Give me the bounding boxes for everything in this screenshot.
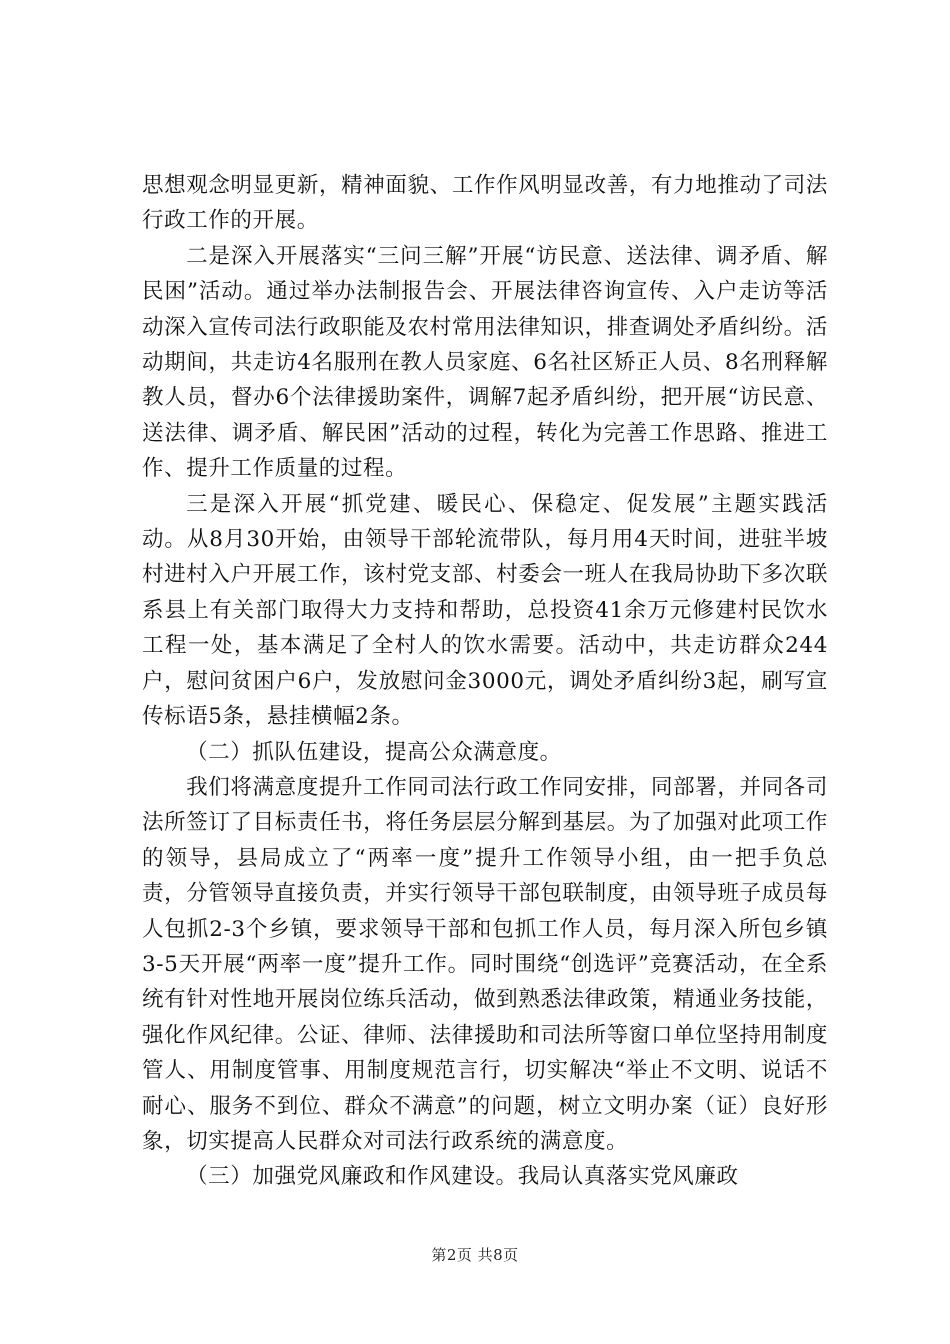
section-heading-two: （二）抓队伍建设，提高公众满意度。 bbox=[186, 739, 562, 765]
paragraph-item-two: 二是深入开展落实“三问三解”开展“访民意、送法律、调矛盾、解民困”活动。通过举办法制报告会、开展法律咨询宣传、入户走访等活动深入宣传司法行政职能及农村常用法律知识，排查调处矛盾纠纷。活动期间，共走访4名服刑在教人员家庭、6名社区矫正人员、8名刑释解教人员，督办6个法律援助案件，调解7起矛盾纠纷，把开展“访民意、送法律、调矛盾、解民困”活动的过程，转化为完善工作思路、推进工作、提升工作质量的过程。 bbox=[142, 243, 828, 482]
section-heading-three: （三）加强党风廉政和作风建设。我局认真落实党风廉政 bbox=[186, 1164, 739, 1190]
document-body bbox=[142, 168, 828, 1195]
paragraph-continuation: 思想观念明显更新，精神面貌、工作作风明显改善，有力地推动了司法行政工作的开展。 bbox=[142, 173, 828, 234]
page-number-footer: 第2页 共8页 bbox=[431, 1246, 519, 1264]
paragraph-satisfaction: 我们将满意度提升工作同司法行政工作同安排，同部署，并同各司法所签订了目标责任书，将任务层层分解到基层。为了加强对此项工作的领导，县局成立了“两率一度”提升工作领导小组，由一把手负总责，分管领导直接负责，并实行领导干部包联制度，由领导班子成员每人包抓2-3个乡镇，要求领导干部和包抓工作人员，每月深入所包乡镇3-5天开展“两率一度”提升工作。同时围绕“创选评”竞赛活动，在全系统有针对性地开展岗位练兵活动，做到熟悉法律政策，精通业务技能，强化作风纪律。公证、律师、法律援助和司法所等窗口单位坚持用制度管人、用制度管事、用制度规范言行，切实解决“举止不文明、说话不耐心、服务不到位、群众不满意”的问题，树立文明办案（证）良好形象，切实提高人民群众对司法行政系统的满意度。 bbox=[142, 774, 828, 1154]
paragraph-item-three: 三是深入开展“抓党建、暖民心、保稳定、促发展”主题实践活动。从8月30开始，由领导干部轮流带队，每月用4天时间，进驻半坡村进村入户开展工作，该村党支部、村委会一班人在我局协助下多次联系县上有关部门取得大力支持和帮助，总投资41余万元修建村民饮水工程一处，基本满足了全村人的饮水需要。活动中，共走访群众244户，慰问贫困户6户，发放慰问金3000元，调处矛盾纠纷3起，刷写宣传标语5条，悬挂横幅2条。 bbox=[142, 491, 828, 730]
